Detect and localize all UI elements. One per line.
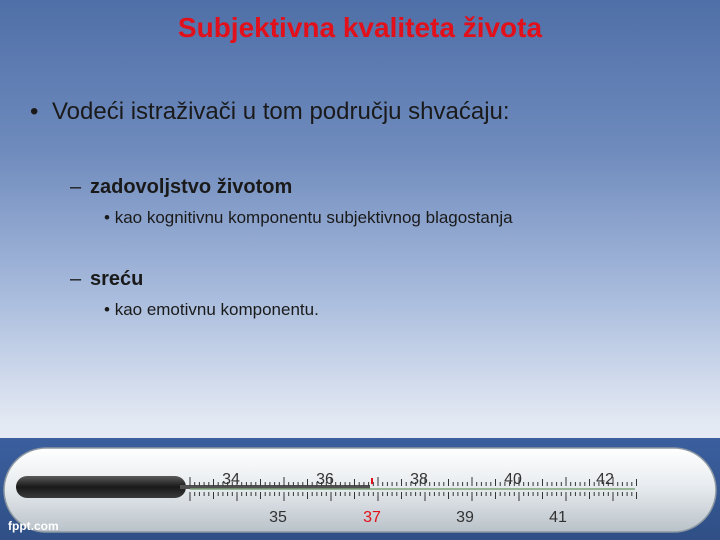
scale-top-label: 40 bbox=[504, 471, 522, 488]
dash-icon: – bbox=[70, 268, 82, 290]
bullet-dot-icon: • bbox=[104, 300, 110, 319]
scale-bottom-label-highlight: 37 bbox=[363, 509, 381, 526]
footer-brand: fppt.com bbox=[8, 519, 59, 533]
sub-sub-bullet-1 bbox=[104, 208, 513, 228]
scale-top-label: 36 bbox=[316, 471, 334, 488]
scale-bottom-label: 39 bbox=[456, 509, 474, 526]
slide-title: Subjektivna kvaliteta života bbox=[177, 12, 543, 43]
thermometer-labels bbox=[0, 438, 720, 540]
main-bullet bbox=[30, 98, 510, 126]
sub-sub-bullet-1-text: kao kognitivnu komponentu subjektivnog blagostanja bbox=[114, 208, 513, 227]
scale-top-label: 34 bbox=[222, 471, 240, 488]
sub-sub-bullet-2 bbox=[104, 300, 319, 320]
sub-bullet-2-label: sreću bbox=[90, 268, 144, 290]
scale-top-label: 38 bbox=[410, 471, 428, 488]
dash-icon: – bbox=[70, 176, 82, 198]
bullet-dot-icon: • bbox=[104, 208, 110, 227]
main-bullet-text: Vodeći istraživači u tom području shvaćaju: bbox=[52, 98, 510, 125]
sub-bullet-2 bbox=[70, 268, 143, 291]
sub-bullet-1-label: zadovoljstvo životom bbox=[90, 176, 293, 198]
scale-top-label: 42 bbox=[596, 471, 614, 488]
scale-bottom-label: 41 bbox=[549, 509, 567, 526]
scale-bottom-label: 35 bbox=[269, 509, 287, 526]
sub-sub-bullet-2-text: kao emotivnu komponentu. bbox=[114, 300, 319, 319]
bullet-dot-icon: • bbox=[30, 98, 39, 125]
sub-bullet-1 bbox=[70, 176, 292, 199]
